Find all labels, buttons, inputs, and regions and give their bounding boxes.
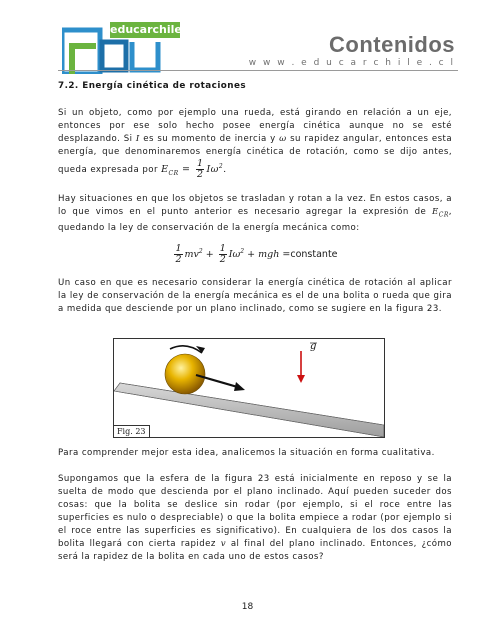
eq-plus2: + [247,248,256,260]
p2-text-b: , quedando la ley de conservación de la energía mecánica como: [58,207,452,233]
ecr-fraction [196,159,205,180]
gravity-label: g [310,341,317,352]
velocity-arrowhead [234,382,245,391]
energy-conservation-equation [58,239,452,265]
eq-frac-1-den: 2 [175,253,182,265]
eq-mgh: mgh [258,248,280,260]
eq-frac-1 [174,244,182,265]
main-content-2 [58,447,452,564]
page-title: Contenidos [329,32,455,57]
figure-23 [113,338,385,438]
ecr-formula [161,158,227,180]
section-title: 7.2. Energía cinética de rotaciones [58,81,247,91]
page-number: 18 [241,602,254,612]
eq-frac-1-num: 1 [175,242,182,254]
frac-den: 2 [196,169,204,180]
page-header [0,0,495,75]
eq-equals: = [282,248,291,260]
p1-text-b: es su momento de inercia y [143,134,276,144]
p2-subscript: CR [438,211,449,219]
ecr-subscript: CR [168,169,179,177]
ecr-period: . [223,164,227,175]
inclined-plane [114,383,384,437]
p1-text-c: su rapidez angular, entonces esta energía, que denominaremos energía cinética de rotación, como se dijo antes, queda expresada por [58,134,453,175]
eq-constante: constante [290,248,338,260]
p1-text-a: Si un objeto, como por ejemplo una rueda, está girando en relación a un eje, entonces por ese solo hecho posee energía cinética aunque no se esté desplazando. Si [58,108,452,144]
eq-mv: mv [184,248,199,260]
ball [165,354,205,394]
site-url: w w w . e d u c a r c h i l e . c l [248,58,455,68]
ecr-E: E [161,164,169,175]
omega-symbol: ω [279,134,287,144]
eq-plus1: + [205,248,214,260]
figure-label: Fig. 23 [114,425,150,437]
p5-text-b: al final del plano inclinado. Entonces, ¿cómo será la rapidez de la bolita en cada uno de estos casos? [58,539,452,562]
eq-Iw: Iω [228,248,241,260]
eq-frac-2-num: 1 [219,242,226,254]
inertia-symbol: I [135,134,140,144]
speed-symbol: v [220,539,226,549]
paragraph-4: Para comprender mejor esta idea, analicemos la situación en forma cualitativa. [58,448,435,458]
eq-sq2: 2 [240,247,245,255]
p5-text-a: Supongamos que la esfera de la figura 23 está inicialmente en reposo y se la suelta de modo que descienda por el plano inclinado. Aquí pueden suceder dos cosas: que la bolita se deslice sin rodar (por ejemplo, si el roce entre las superficies es nulo o despreciable) o que la bolita empiece a rodar (por ejemplo si el roce entre las superficies es significativo). En cualquiera de los dos casos la bolita llegará con cierta rapidez [58,474,452,549]
ecr-equals: = [182,164,191,175]
brand-name: educarchile [110,23,182,36]
inclined-plane-diagram [114,339,384,437]
paragraph-1 [58,107,452,180]
gravity-arrowhead [297,375,305,383]
p2-E: E [432,207,439,217]
p2-text-a: Hay situaciones en que los objetos se trasladan y rotan a la vez. En estos casos, a lo que vimos en el punto anterior es necesario agregar la expresión de [58,194,452,217]
header-divider [58,70,458,71]
eq-sq1: 2 [198,247,203,255]
paragraph-2 [58,193,452,235]
ecr-exponent: 2 [218,162,224,170]
paragraph-5 [58,473,452,564]
main-content [58,80,452,316]
paragraph-3: Un caso en que es necesario considerar la energía cinética de rotación al aplicar la ley de conservación de la energía mecánica es el de una bolita o rueda que gira a medida que desciende por un plano inclinado, como se sugiere en la figura 23. [58,277,452,314]
eq-frac-2-den: 2 [219,253,226,265]
frac-num: 1 [196,158,204,169]
eq-frac-2 [219,244,227,265]
ecr-rhs: Iω [206,164,219,175]
